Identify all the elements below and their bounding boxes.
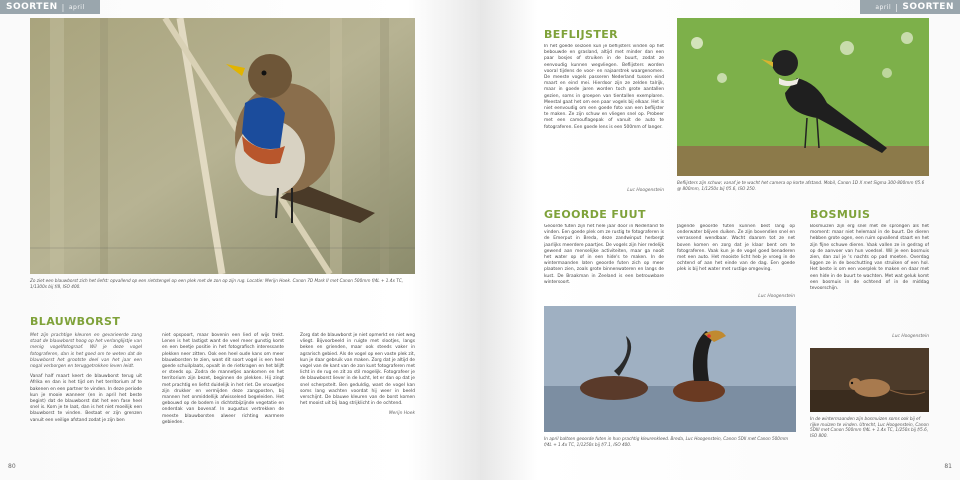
section-title-bosmuis: BOSMUIS [810, 208, 871, 221]
fuut-column-1 [544, 224, 664, 302]
beflijster-column [544, 44, 664, 199]
grebe-photo [544, 306, 796, 432]
bosmuis-column [810, 224, 929, 332]
blauwborst-body-2: niet opspoort, maar bovenin een lied of wijs trekt. Lenen is het lastigst want de veel meer gunstig komt en een beetje positie in het fotografisch interessante plekken neer zitten. Ook een heel oude kans om meer blauwborsten te zien, want dit soort vogel is een heel goede schuilplaats, opvalt in de rietkragen en het blijft er steeds op. Zodra de mannetjes aankomen en het territorium zijn bezet, beginnen de plekken. Hij zingt met prachtig en liefst duidelijk in het riet. De vrouwtjes zijn drukker en vermijden deze zangposten, bij mannen het onmiddellijk afwisselend begeleiden. Het gebouwd op de bodem in dichtstbijzijnde vegetatie en onderdak van bovenaf. In augustus vertrekken de meeste blauwborsten alweer richting warmere gebieden. [162, 333, 284, 425]
wood-mouse-photo [810, 348, 929, 412]
bluethroat-image [30, 18, 415, 274]
right-page-number: 81 [944, 463, 952, 470]
left-page-number: 80 [8, 463, 16, 470]
fuut-body-1: Geoorde futen zijn het hele jaar door in Nederland te vinden. Een goede plek om ze rustig te fotograferen is de Emerput in Breda, deze zandwinput herbergt jaarlijks meerdere paartjes. De vogels zijn hier redelijk gewend aan menselijke activiteiten, maar ga nooit het water op of in een hide's te maken. In de wintermaanden laten geoorde futen zich op meer plaatsen zien, zoals grote binnenwateren en langs de kust. De Braakman in Zeeland is een betrouwbare wintersoort. [544, 224, 664, 285]
beflijster-signature: Luc Hoogenstein [627, 188, 664, 193]
right-page [480, 0, 960, 480]
blauwborst-body-3: Zorg dat de blauwborst je niet opmerkt en niet weg vliegt. Bijvoorbeeld in ruigte met slootjes, langs beken en grienden, maar ook steeds vaker in agrarisch gebied. Als de vogel op een vaste plek zit, kun je daar gebruik van maken. Zorg dat je altijd de vogel van de kant van de zon kunt fotograferen met licht in de rug en zit zo stil mogelijk. Fotografeer je de blauwborst liever in de lucht, let er dan op dat je snel scherpstelt. Ben geduldig, want de vogel kan soms lang wachten voordat hij weer in beeld verschijnt. De blauwe kleuren van de borst komen het mooist uit bij laag strijklicht in de ochtend. [300, 333, 415, 407]
left-header-title: SOORTEN [6, 2, 58, 12]
blauwborst-body-1: Vanaf half maart keert de blauwborst terug uit Afrika en dan is het tijd om het territorium af te bakenen en een partner te vinden. In deze periode kun je mooie wanneer (en in april het beste begint) dat de blauwborst dat het een fase heel snel is. Kom je te laat, dan is het niet moeilijk een blauwborst te vinden. Bestaat er zijn grenzen vanuit een veilige afstand zodat je zijn ben [30, 374, 142, 423]
right-header: april | SOORTEN [860, 0, 960, 14]
wood-mouse-image [810, 348, 929, 412]
section-title-beflijster: BEFLIJSTER [544, 28, 619, 41]
section-title-blauwborst: BLAUWBORST [30, 315, 121, 328]
left-column-1 [30, 333, 142, 428]
grebe-image [544, 306, 796, 432]
left-header: SOORTEN | april [0, 0, 100, 14]
ring-ouzel-image [677, 18, 929, 176]
bosmuis-signature: Luc Hoogenstein [892, 334, 929, 339]
beflijster-body: In het goede seizoen kun je beflijsters vinden op het bebouwde en grasland, altijd met minder dan een paar bosjes of struiken in de buurt, zodat ze eenvoudig kunnen wegvliegen. Beflijsters worden vooral tijdens de voor- en najaarstrek waargenomen. De meeste vogels passeren Nederland tussen eind maart en eind mei. Hierdoor zijn ze zelden talrijk, maar in goede jaren worden toch grote aantallen gezien, soms in groepen van tientallen exemplaren. Meestal gaat het om een paar vogels bij elkaar. Het is niet eenvoudig om een goede foto van een beflijster te maken. Ze zijn schuw en vliegen snel op. Probeer met een camouflagepak of vanuit de auto te fotograferen. Een goede lens is een 500mm of langer. [544, 44, 664, 130]
bluethroat-caption: Zo ziet een blauwborst zich het liefst: opvallend op een rietstengel op een plek met de zon op zijn rug. Locatie: Merijn Hoek. Canon 7D Mark II met Canon 500mm f/4L + 1.4x TC, 1/1300s bij f/8, ISO 400. [30, 278, 404, 289]
bosmuis-body: Bosmuizen zijn erg snel met de sprongen als het moment: maar niet helemaal in de buurt. De dieren hebben grote ogen, een ruim opvallend staart en het zijn fijne schuwe dieren. Vaak vallen ze in gedrag of op de aanvoer van hun voedsel. Wil je een bosmuis zien, dan zul je 's nachts op pad moeten. Overdag liggen ze in de beschutting van struiken of een hol. Het beste is om een voerplek te maken en daar met een hide in de buurt te wachten. Met wat geluk komt een bosmuis in de ochtend of in de middag tevoorschijn. [810, 224, 929, 292]
fuut-signature: Luc Hoogenstein [758, 294, 795, 299]
left-column-3 [300, 333, 415, 418]
left-column-2 [162, 333, 284, 430]
grebe-caption: In april baltsen geoorde futen in hun prachtig kleurenkleed. Breda, Luc Hoogenstein, Canon 5DII met Canon 500mm f/4L + 1.4x TC, 1/1250s bij f/7.1, ISO 400. [544, 436, 789, 447]
right-header-month: april [875, 3, 892, 11]
ring-ouzel-caption: Beflijsters zijn schuw; vanaf je te wacht het camera op korte afstand. Mobil, Canon 1D X met Sigma 300-800mm f/5.6 @ 800mm, 1/1250s bij f/5.6, ISO 250. [677, 180, 925, 191]
left-header-month: april [68, 3, 85, 11]
fuut-column-2 [677, 224, 795, 294]
section-title-geoorde-fuut: GEOORDE FUUT [544, 208, 646, 221]
blauwborst-signature: Merijn Hoek [388, 411, 415, 417]
fuut-body-2: Jagende geoorde futen kunnen best lang op onderwater blijven duiken. Ze zijn bovendien snel en verrassend wendbaar. Wacht daarom tot ze net boven komen en zorg dat je klaar bent om te fotograferen. Vaak kun je de vogel goed benaderen met een auto. Het mooiste licht heb je vroeg in de ochtend of aan het einde van de dag. Een goede plek is bij het water met rustige omgeving. [677, 224, 795, 273]
ring-ouzel-photo [677, 18, 929, 176]
blauwborst-intro: Met zijn prachtige kleuren en gevarieerde zang staat de blauwborst hoog op het verlanglijstje van menig vogelfotograaf. Wil je deze vogel fotograferen, dan is het goed om te weten dat de blauwborst het grootste deel van het jaar een nogal verborgen en teruggetrokken leven leidt. [30, 333, 142, 370]
bluethroat-photo [30, 18, 415, 274]
right-header-title: SOORTEN [902, 2, 954, 12]
wood-mouse-caption: In de wintermaanden zijn bosmuizen soms ook bij ef rijke muizen te vinden. Utrecht, Luc Hoogenstein, Canon 5DIII met Canon 500mm f/4L + 1.4x TC, 1/250s bij f/5.6, ISO 800. [810, 416, 929, 438]
